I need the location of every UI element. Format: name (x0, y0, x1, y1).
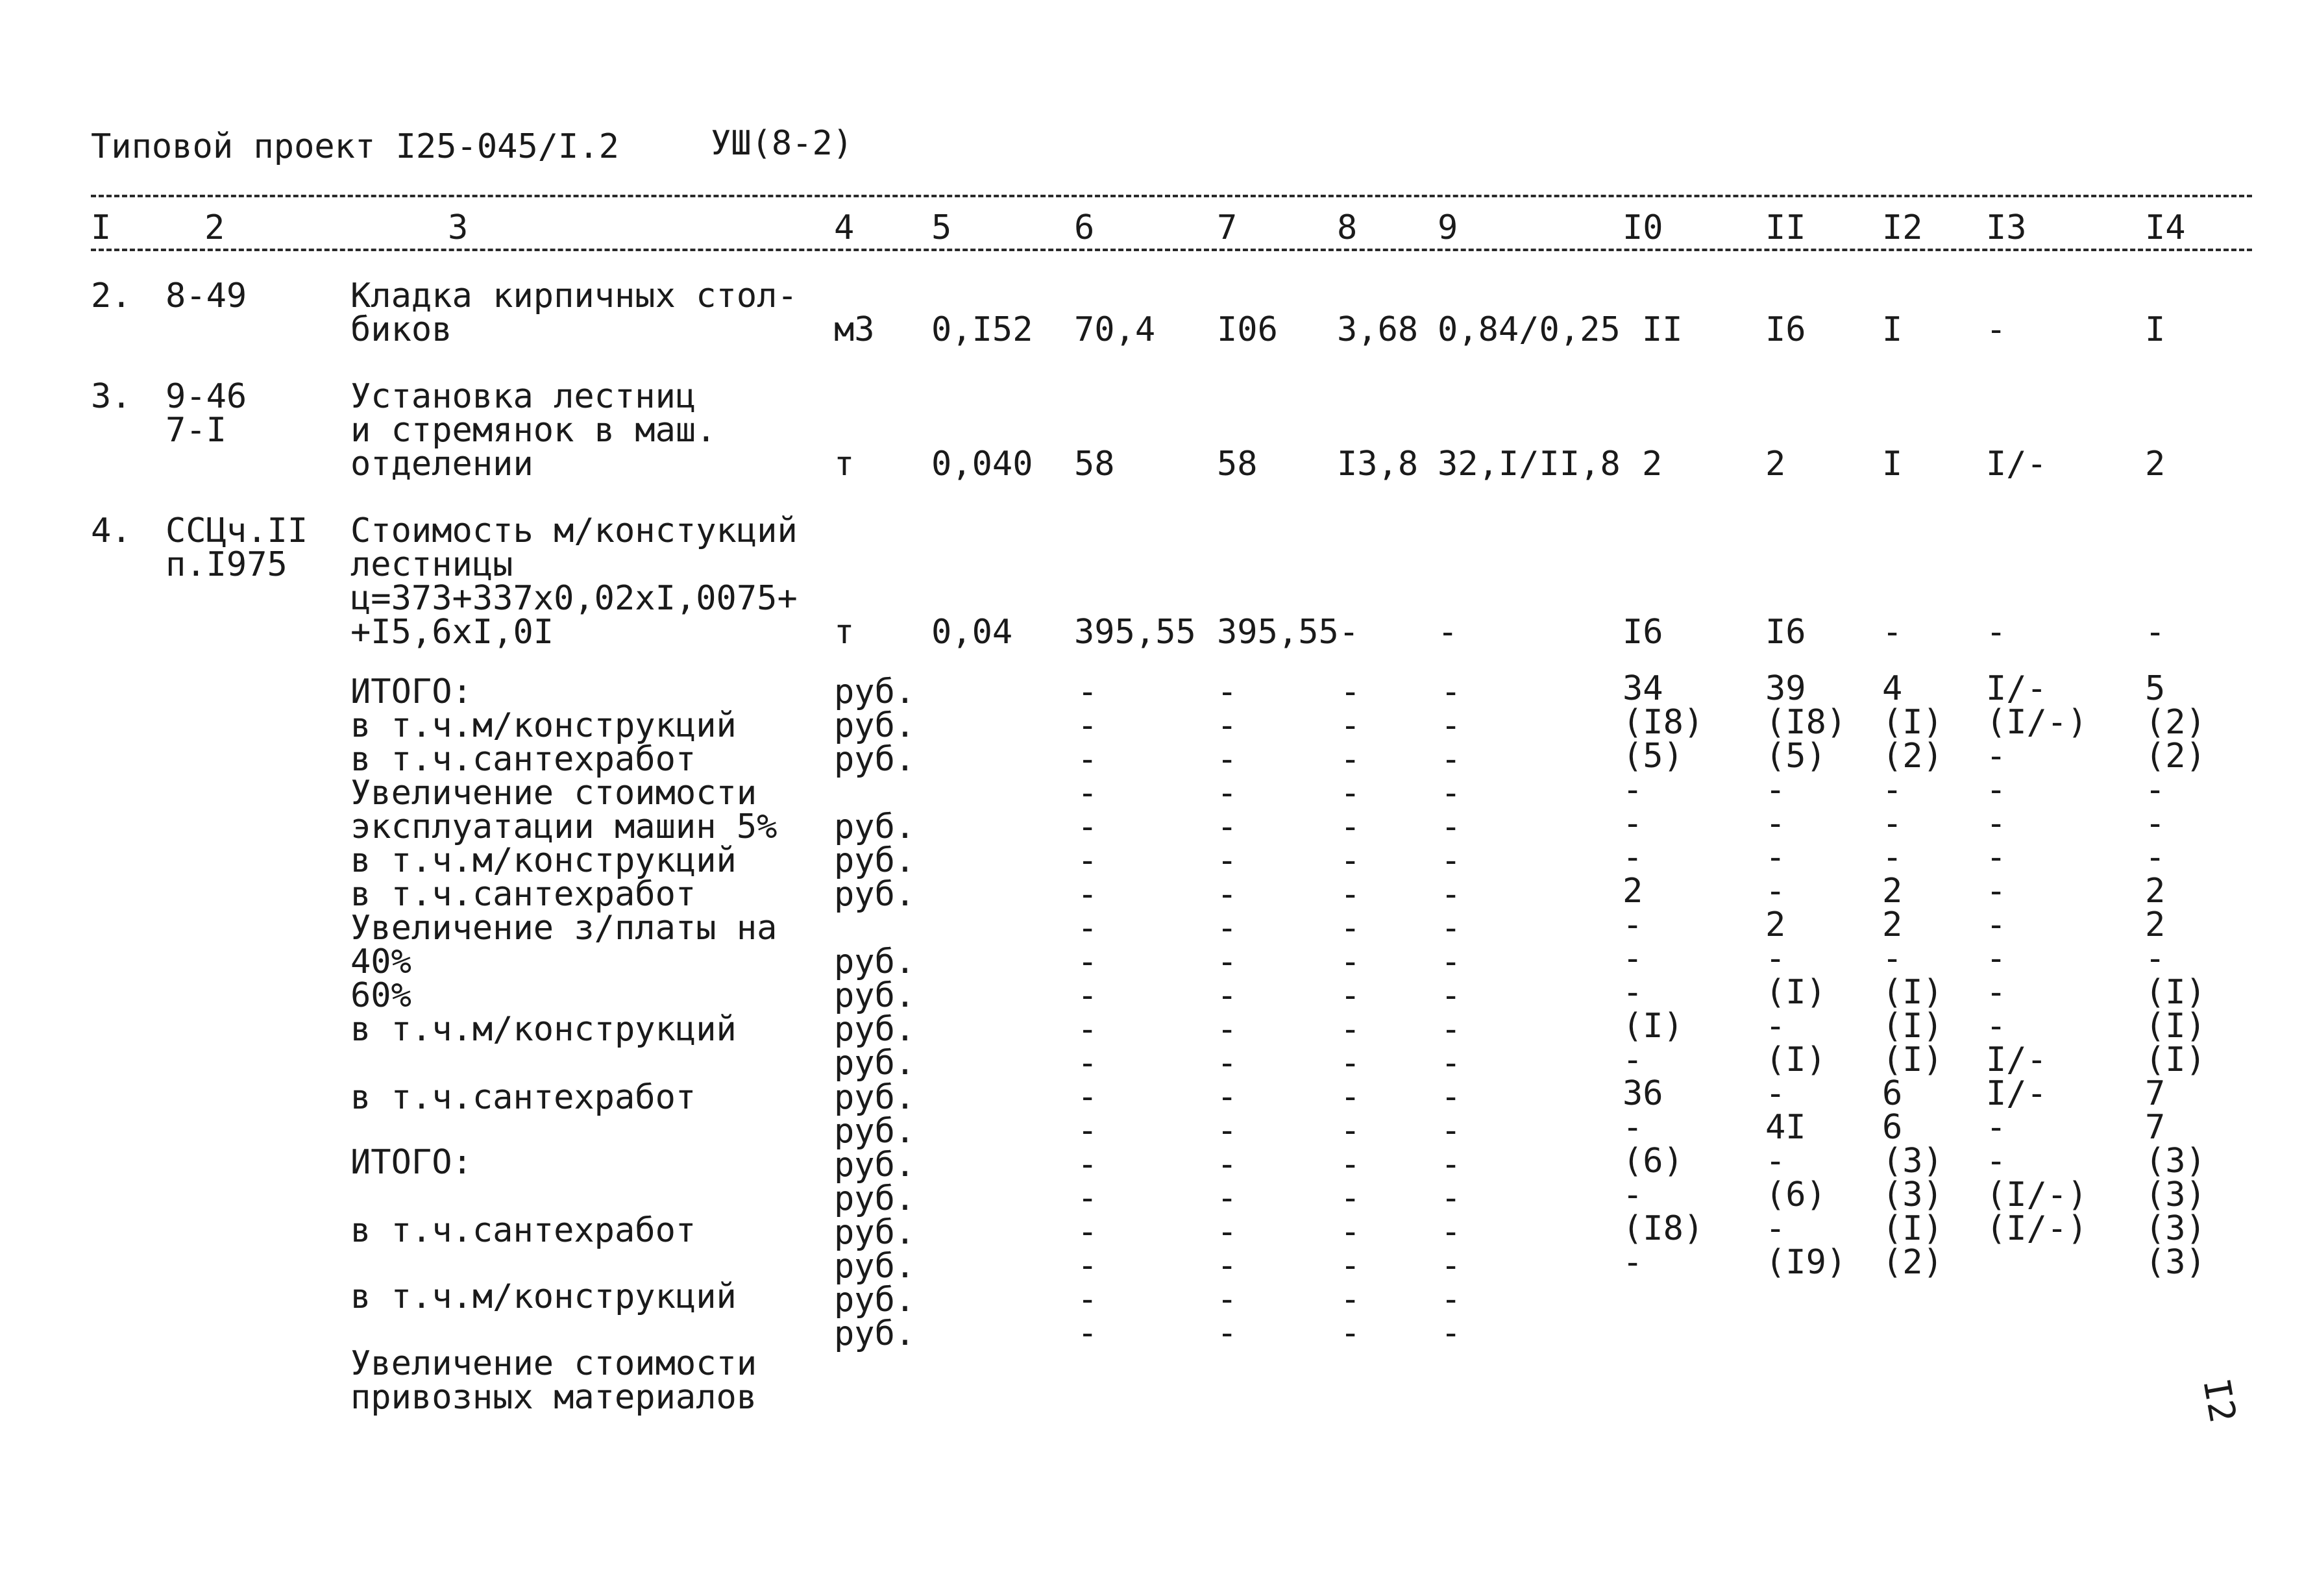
dash-cell: - (1441, 1179, 1462, 1218)
dash-cell: - (1340, 1044, 1361, 1083)
cell-col10: 2 (1642, 445, 1663, 484)
summary-value: 39 (1765, 669, 1806, 708)
summary-value: (2) (2145, 737, 2206, 776)
dash-cell: - (1441, 1280, 1462, 1319)
dash-cell: - (1441, 1010, 1462, 1049)
dash-cell: - (1340, 1111, 1361, 1150)
summary-value: - (2145, 939, 2166, 978)
summary-value: - (1623, 1108, 1643, 1147)
summary-value: (I) (1882, 1007, 1943, 1046)
cell-col7: I06 (1217, 310, 1278, 349)
dash-cell: - (1217, 909, 1238, 948)
summary-value: - (1623, 905, 1643, 944)
dash-cell: - (1217, 875, 1238, 914)
dash-cell: - (1217, 1212, 1238, 1251)
summary-label: в т.ч.сантехработ (350, 1211, 696, 1250)
summary-value: - (1882, 770, 1903, 809)
summary-value: - (1623, 1175, 1643, 1214)
summary-value: (3) (2145, 1175, 2206, 1214)
dash-cell: - (1340, 1077, 1361, 1116)
dash-cell: - (1077, 976, 1098, 1015)
cell-col11: 2 (1765, 445, 1786, 484)
dash-cell: - (1217, 841, 1238, 880)
dash-cell: - (1077, 1077, 1098, 1116)
row-number: 3. (91, 377, 132, 416)
summary-value: (I/-) (1986, 703, 2088, 742)
summary-value: (I) (2145, 973, 2206, 1012)
col-header-4: 4 (834, 208, 855, 247)
summary-value: (3) (1882, 1175, 1943, 1214)
dash-cell: - (1441, 875, 1462, 914)
summary-value: - (1623, 770, 1643, 809)
dash-cell: - (1077, 1179, 1098, 1218)
summary-value: - (1765, 872, 1786, 911)
work-name: биков (350, 310, 452, 349)
summary-value: 4I (1765, 1108, 1806, 1147)
summary-label: Увеличение стоимости (350, 774, 757, 813)
cell-col12: I (1882, 310, 1903, 349)
summary-value: (I/-) (1986, 1209, 2088, 1248)
dash-cell: - (1340, 875, 1361, 914)
summary-value: - (1765, 939, 1786, 978)
sheet-code: УШ(8-2) (711, 124, 853, 163)
summary-value: - (1986, 939, 2007, 978)
work-name: Кладка кирпичных стол- (350, 276, 798, 315)
summary-value: (I) (2145, 1040, 2206, 1079)
summary-value: (I) (1623, 1007, 1684, 1046)
col-header-9: 9 (1438, 208, 1458, 247)
dash-cell: - (1077, 807, 1098, 846)
summary-value: (2) (1882, 737, 1943, 776)
summary-value: (I) (1765, 973, 1826, 1012)
unit: м3 (834, 310, 875, 349)
cell-col12: I (1882, 445, 1903, 484)
unit: руб. (834, 740, 916, 779)
dash-cell: - (1217, 1246, 1238, 1285)
quantity: 0,04 (931, 613, 1013, 652)
dash-cell: - (1077, 1314, 1098, 1353)
summary-value: (I) (2145, 1007, 2206, 1046)
work-name: ц=373+337x0,02xI,0075+ (350, 579, 798, 618)
cell-col14: I (2145, 310, 2166, 349)
summary-value: - (1765, 1209, 1786, 1248)
rate-code: 8-49 (165, 276, 247, 315)
dash-cell: - (1217, 740, 1238, 779)
summary-value: 6 (1882, 1074, 1903, 1113)
summary-label: 60% (350, 976, 411, 1015)
summary-value: (I8) (1623, 703, 1704, 742)
col-header-5: 5 (931, 208, 952, 247)
unit: руб. (834, 1314, 916, 1353)
work-name: отделении (350, 445, 533, 484)
dash-cell: - (1217, 706, 1238, 745)
dash-cell: - (1077, 672, 1098, 711)
unit: руб. (834, 706, 916, 745)
work-name: и стремянок в маш. (350, 411, 717, 450)
dash-cell: - (1217, 976, 1238, 1015)
summary-value: - (1765, 838, 1786, 877)
summary-value: - (1986, 905, 2007, 944)
summary-value: - (1765, 1142, 1786, 1181)
page-number: I2 (2194, 1375, 2244, 1426)
summary-label: в т.ч.сантехработ (350, 875, 696, 914)
summary-value: - (1986, 838, 2007, 877)
unit: руб. (834, 1112, 916, 1151)
unit: руб. (834, 875, 916, 914)
dash-cell: - (1340, 807, 1361, 846)
dash-cell: - (1077, 1111, 1098, 1150)
dash-cell: - (1441, 841, 1462, 880)
dash-cell: - (1077, 774, 1098, 813)
dash-cell: - (1441, 740, 1462, 779)
summary-value: - (1765, 770, 1786, 809)
cell-col6: 58 (1074, 445, 1115, 484)
dash-cell: - (1077, 1044, 1098, 1083)
unit: руб. (834, 942, 916, 981)
summary-value: I/- (1986, 1074, 2047, 1113)
summary-label: ИТОГО: (350, 1143, 472, 1182)
dash-cell: - (1217, 1044, 1238, 1083)
dash-cell: - (1441, 1044, 1462, 1083)
unit: руб. (834, 1010, 916, 1049)
dash-cell: - (1340, 1145, 1361, 1184)
cell-col13: - (1986, 310, 2007, 349)
cell-col11: I6 (1765, 310, 1806, 349)
work-name: лестницы (350, 545, 513, 584)
dash-cell: - (1340, 976, 1361, 1015)
summary-value: - (1765, 1007, 1786, 1046)
summary-value: (I) (1882, 973, 1943, 1012)
summary-value: 6 (1882, 1108, 1903, 1147)
dash-cell: - (1217, 1077, 1238, 1116)
dash-cell: - (1340, 1010, 1361, 1049)
header-rule-bottom (91, 249, 2252, 251)
cell-col9: 0,84/0,25 (1438, 310, 1621, 349)
dash-cell: - (1217, 942, 1238, 981)
summary-value: - (1623, 939, 1643, 978)
summary-value: 34 (1623, 669, 1663, 708)
summary-value: (I) (1882, 1209, 1943, 1248)
summary-value: - (1986, 1007, 2007, 1046)
quantity: 0,040 (931, 445, 1033, 484)
dash-cell: - (1340, 1179, 1361, 1218)
summary-value: - (1882, 939, 1903, 978)
dash-cell: - (1217, 807, 1238, 846)
cell-col10: I6 (1623, 613, 1663, 652)
summary-value: - (1623, 1040, 1643, 1079)
summary-value: 2 (1882, 872, 1903, 911)
dash-cell: - (1217, 1314, 1238, 1353)
dash-cell: - (1441, 1314, 1462, 1353)
unit: руб. (834, 807, 916, 846)
summary-value: (I) (1882, 1040, 1943, 1079)
unit: руб. (834, 672, 916, 711)
summary-value: - (2145, 804, 2166, 843)
col-header-3: 3 (448, 208, 469, 247)
row-number: 4. (91, 511, 132, 550)
cell-col8: 3,68 (1337, 310, 1419, 349)
work-name: Установка лестниц (350, 377, 696, 416)
dash-cell: - (1217, 774, 1238, 813)
cell-col12: - (1882, 613, 1903, 652)
summary-value: (3) (1882, 1142, 1943, 1181)
dash-cell: - (1441, 774, 1462, 813)
dash-cell: - (1441, 706, 1462, 745)
summary-value: (3) (2145, 1243, 2206, 1282)
header-rule-top (91, 195, 2252, 197)
dash-cell: - (1340, 706, 1361, 745)
dash-cell: - (1441, 1111, 1462, 1150)
summary-value: - (1986, 973, 2007, 1012)
summary-value: - (1623, 973, 1643, 1012)
summary-value: 2 (1765, 905, 1786, 944)
cell-col9: - (1438, 613, 1458, 652)
dash-cell: - (1217, 1145, 1238, 1184)
unit: руб. (834, 1044, 916, 1083)
cell-col9: 32,I/II,8 (1438, 445, 1621, 484)
unit: т (834, 445, 855, 484)
summary-value: (6) (1765, 1175, 1826, 1214)
summary-value: 36 (1623, 1074, 1663, 1113)
row-number: 2. (91, 276, 132, 315)
summary-label: в т.ч.сантехработ (350, 740, 696, 779)
summary-value: - (1986, 770, 2007, 809)
project-label: Типовой проект I25-045/I.2 (91, 127, 619, 166)
summary-value: (5) (1623, 737, 1684, 776)
dash-cell: - (1340, 942, 1361, 981)
cell-col6: 395,55 (1074, 613, 1196, 652)
dash-cell: - (1340, 774, 1361, 813)
cell-col6: 70,4 (1074, 310, 1156, 349)
dash-cell: - (1340, 841, 1361, 880)
rate-code: ССЦч.II (165, 511, 308, 550)
dash-cell: - (1441, 1077, 1462, 1116)
col-header-12: I2 (1882, 208, 1923, 247)
summary-value: 7 (2145, 1074, 2166, 1113)
summary-value: 2 (2145, 905, 2166, 944)
unit: руб. (834, 1213, 916, 1252)
summary-value: I/- (1986, 1040, 2047, 1079)
summary-value: I/- (1986, 669, 2047, 708)
col-header-14: I4 (2145, 208, 2186, 247)
summary-value: 5 (2145, 669, 2166, 708)
dash-cell: - (1441, 672, 1462, 711)
dash-cell: - (1217, 672, 1238, 711)
dash-cell: - (1077, 740, 1098, 779)
summary-value: 7 (2145, 1108, 2166, 1147)
summary-label: 40% (350, 942, 411, 981)
summary-value: - (1986, 1108, 2007, 1147)
dash-cell: - (1077, 909, 1098, 948)
dash-cell: - (1077, 841, 1098, 880)
summary-value: 2 (1882, 905, 1903, 944)
col-header-1: I (91, 208, 112, 247)
summary-value: - (2145, 838, 2166, 877)
summary-value: 2 (2145, 872, 2166, 911)
col-header-11: II (1765, 208, 1806, 247)
summary-value: 4 (1882, 669, 1903, 708)
summary-value: - (1623, 838, 1643, 877)
unit: т (834, 613, 855, 652)
summary-label: ИТОГО: (350, 672, 472, 711)
dash-cell: - (1217, 1111, 1238, 1150)
dash-cell: - (1217, 1179, 1238, 1218)
work-name: Стоимость м/констукций (350, 511, 798, 550)
dash-cell: - (1077, 942, 1098, 981)
summary-value: - (1986, 737, 2007, 776)
unit: руб. (834, 1146, 916, 1185)
dash-cell: - (1340, 1314, 1361, 1353)
dash-cell: - (1077, 1280, 1098, 1319)
summary-value: - (1882, 838, 1903, 877)
summary-value: (3) (2145, 1142, 2206, 1181)
col-header-8: 8 (1337, 208, 1358, 247)
dash-cell: - (1340, 1246, 1361, 1285)
rate-code: 9-46 (165, 377, 247, 416)
col-header-7: 7 (1217, 208, 1238, 247)
dash-cell: - (1441, 909, 1462, 948)
dash-cell: - (1077, 875, 1098, 914)
summary-label: в т.ч.м/конструкций (350, 706, 737, 745)
dash-cell: - (1217, 1010, 1238, 1049)
dash-cell: - (1340, 1212, 1361, 1251)
summary-value: - (1986, 1142, 2007, 1181)
unit: руб. (834, 976, 916, 1015)
summary-value: (6) (1623, 1142, 1684, 1181)
dash-cell: - (1441, 942, 1462, 981)
summary-value: (I) (1882, 703, 1943, 742)
summary-value: - (1765, 1074, 1786, 1113)
summary-value: - (1623, 1243, 1643, 1282)
cell-col7: 395,55- (1217, 613, 1360, 652)
cell-col14: 2 (2145, 445, 2166, 484)
col-header-6: 6 (1074, 208, 1095, 247)
quantity: 0,I52 (931, 310, 1033, 349)
dash-cell: - (1217, 1280, 1238, 1319)
summary-label: привозных материалов (350, 1378, 757, 1417)
cell-col14: - (2145, 613, 2166, 652)
dash-cell: - (1441, 807, 1462, 846)
summary-value: (I8) (1765, 703, 1847, 742)
dash-cell: - (1340, 1280, 1361, 1319)
summary-value: (I9) (1765, 1243, 1847, 1282)
col-header-10: I0 (1623, 208, 1663, 247)
summary-label: в т.ч.м/конструкций (350, 1010, 737, 1049)
summary-value: 2 (1623, 872, 1643, 911)
summary-value: - (1765, 804, 1786, 843)
cell-col13: I/- (1986, 445, 2047, 484)
summary-value: - (2145, 770, 2166, 809)
summary-label: в т.ч.м/конструкций (350, 841, 737, 880)
cell-col10: II (1642, 310, 1683, 349)
rate-code: п.I975 (165, 545, 288, 584)
summary-value: (I8) (1623, 1209, 1704, 1248)
summary-value: (2) (1882, 1243, 1943, 1282)
summary-value: - (1986, 872, 2007, 911)
summary-value: - (1623, 804, 1643, 843)
rate-code: 7-I (165, 411, 227, 450)
unit: руб. (834, 1247, 916, 1286)
dash-cell: - (1441, 1246, 1462, 1285)
summary-label: в т.ч.м/конструкций (350, 1277, 737, 1316)
dash-cell: - (1077, 1010, 1098, 1049)
unit: руб. (834, 1281, 916, 1320)
dash-cell: - (1077, 1212, 1098, 1251)
dash-cell: - (1077, 706, 1098, 745)
summary-value: (5) (1765, 737, 1826, 776)
summary-value: (I) (1765, 1040, 1826, 1079)
unit: руб. (834, 1179, 916, 1218)
col-header-2: 2 (204, 208, 225, 247)
unit: руб. (834, 841, 916, 880)
col-header-13: I3 (1986, 208, 2027, 247)
cell-col11: I6 (1765, 613, 1806, 652)
summary-label: в т.ч.сантехработ (350, 1078, 696, 1117)
summary-value: (3) (2145, 1209, 2206, 1248)
dash-cell: - (1077, 1145, 1098, 1184)
dash-cell: - (1340, 672, 1361, 711)
dash-cell: - (1441, 976, 1462, 1015)
summary-value: - (1882, 804, 1903, 843)
summary-value: (I/-) (1986, 1175, 2088, 1214)
dash-cell: - (1441, 1145, 1462, 1184)
dash-cell: - (1340, 909, 1361, 948)
work-name: +I5,6xI,0I (350, 613, 554, 652)
summary-label: эксплуатации машин 5% (350, 807, 778, 846)
dash-cell: - (1340, 740, 1361, 779)
unit: руб. (834, 1078, 916, 1117)
cell-col7: 58 (1217, 445, 1258, 484)
cell-col8: I3,8 (1337, 445, 1419, 484)
summary-label: Увеличение стоимости (350, 1344, 757, 1383)
summary-value: (2) (2145, 703, 2206, 742)
dash-cell: - (1077, 1246, 1098, 1285)
summary-value: - (1986, 804, 2007, 843)
dash-cell: - (1441, 1212, 1462, 1251)
summary-label: Увеличение з/платы на (350, 909, 778, 948)
cell-col13: - (1986, 613, 2007, 652)
